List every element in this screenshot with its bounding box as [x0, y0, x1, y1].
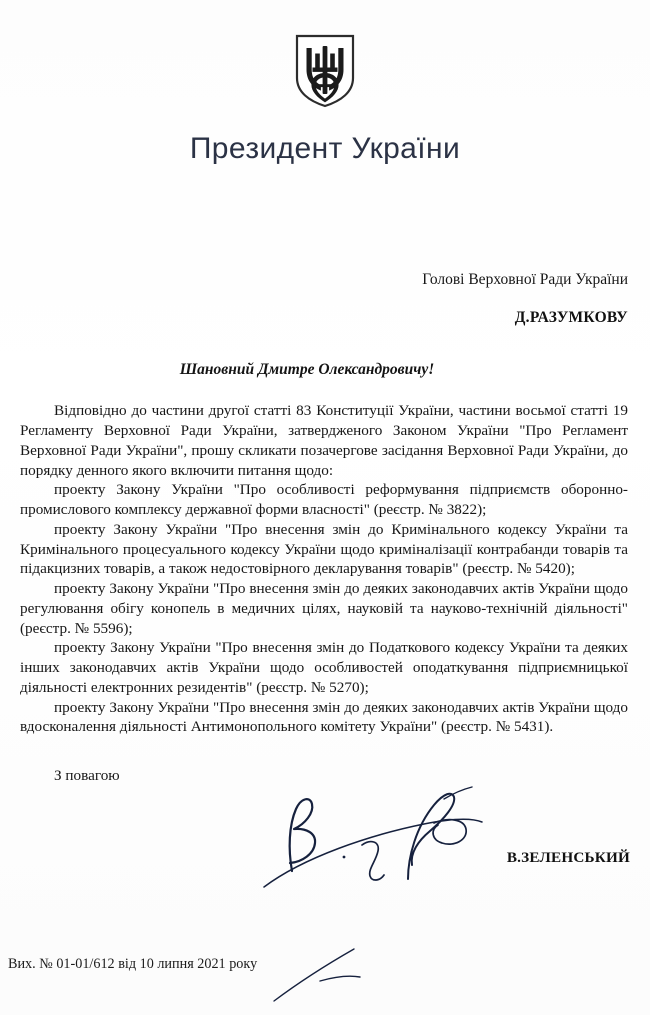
signature-tail-icon: [268, 943, 388, 1005]
body-paragraph: проекту Закону України "Про внесення змін до деяких законодавчих актів України щодо вдосконалення діяльності Антимонопольного комітету України" (реєстр. № 5431).: [20, 698, 628, 736]
signature-block: [0, 787, 650, 883]
addressee-block: [0, 270, 650, 327]
outgoing-reference: Вих. № 01-01/612 від 10 липня 2021 року: [8, 956, 258, 972]
salutation: Шановний Дмитре Олександровичу!: [179, 361, 435, 379]
body-paragraph: проекту Закону України "Про особливості реформування підприємств оборонно-промислового комплексу державної форми власності" (реєстр. № 3822);: [20, 481, 628, 519]
valediction: З повагою: [54, 767, 120, 785]
ukraine-trident-coat-of-arms-icon: [294, 34, 356, 108]
letter-body: [0, 401, 650, 737]
signer-name: В.ЗЕЛЕНСЬКИЙ: [506, 849, 630, 867]
body-paragraph: проекту Закону України "Про внесення змін до деяких законодавчих актів України щодо регулювання обігу конопель в медичних цілях, науковій та науково-технічній діяльності" (реєстр. № 5596);: [20, 580, 628, 637]
handwritten-signature-icon: [258, 783, 498, 893]
page-title: Президент України: [189, 132, 461, 165]
letterhead: [0, 0, 650, 164]
body-paragraph: Відповідно до частини другої статті 83 Конституції України, частини восьмої статті 19 Регламенту Верховної Ради України, затвердженого Законом України "Про Регламент Верховної Ради України", прошу скликати позачергове засідання Верховної Ради України, до порядку денного якого включити питання щодо:: [20, 402, 628, 479]
body-paragraph: проекту Закону України "Про внесення змін до Податкового кодексу України та деяких інших законодавчих актів України щодо особливостей оподаткування підприємницької діяльності електронних резидентів" (реєстр. № 5270);: [20, 639, 628, 696]
addressee-position: Голові Верховної Ради України: [422, 271, 628, 288]
addressee-name: Д.РАЗУМКОВУ: [514, 309, 628, 327]
body-paragraph: проекту Закону України "Про внесення змін до Кримінального кодексу України та Кримінального процесуального кодексу України щодо криміналізації контрабанди товарів та підакцизних товарів, а також недостовірного декларування товарів" (реєстр. № 5420);: [20, 520, 628, 578]
